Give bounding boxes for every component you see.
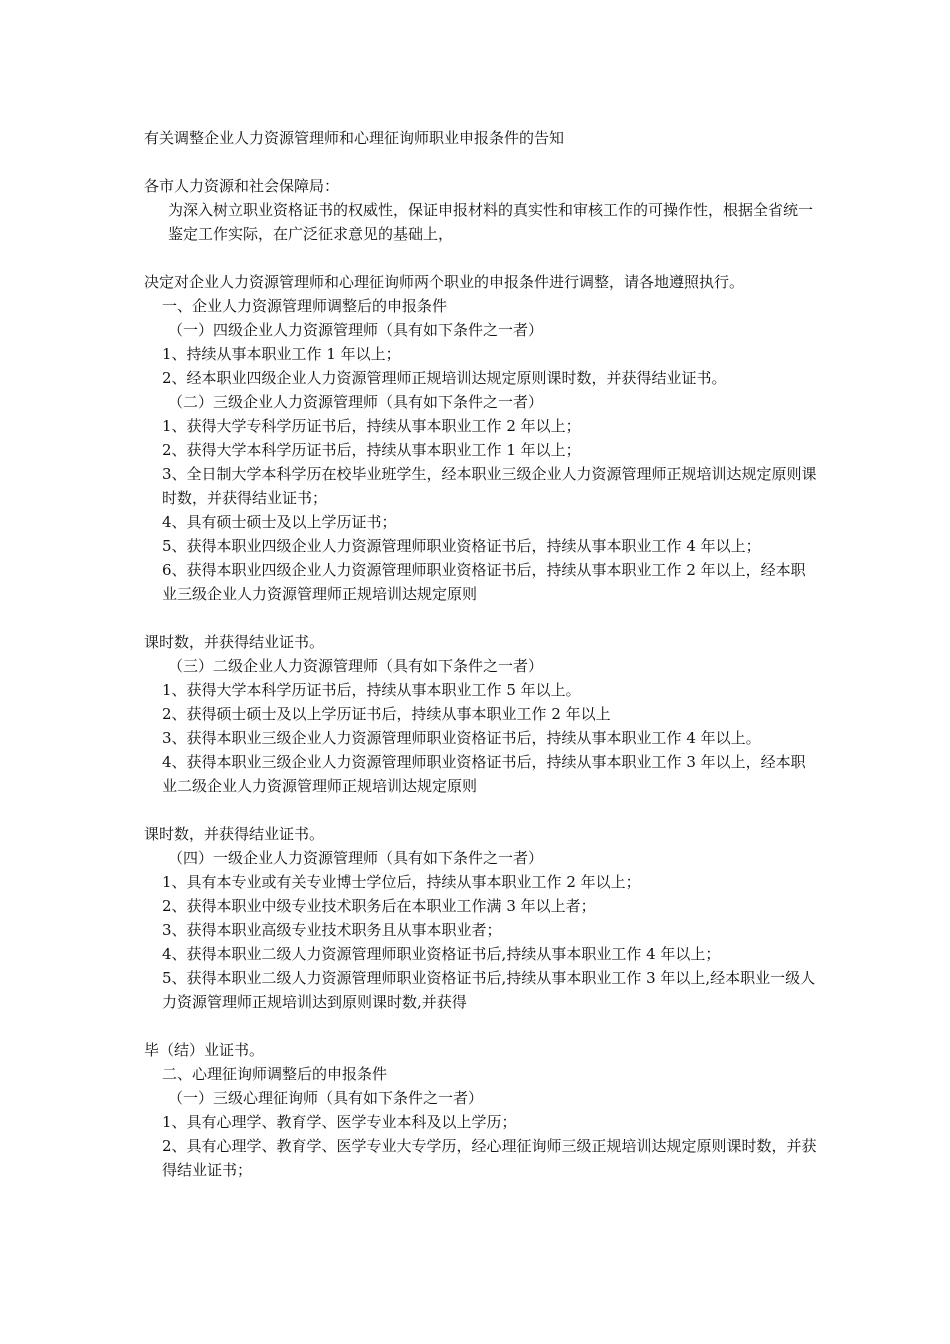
level-3-item-6: 6、获得本职业四级企业人力资源管理师职业资格证书后，持续从事本职业工作 2 年以上，经本职业三级企业人力资源管理师正规培训达规定原则 xyxy=(162,561,806,603)
level-2-heading: （三）二级企业人力资源管理师（具有如下条件之一者） xyxy=(168,657,544,675)
level-4-item-1: 1、持续从事本职业工作 1 年以上； xyxy=(162,345,401,363)
document-body xyxy=(144,126,819,1182)
level-2-continuation: 课时数，并获得结业证书。 xyxy=(144,825,325,843)
level-2-item-4: 4、获得本职业三级企业人力资源管理师职业资格证书后，持续从事本职业工作 3 年以上，经本职业二级企业人力资源管理师正规培训达规定原则 xyxy=(162,753,806,795)
level-3-item-2: 2、获得大学本科学历证书后，持续从事本职业工作 1 年以上； xyxy=(162,441,581,459)
level-3-item-3: 3、全日制大学本科学历在校毕业班学生，经本职业三级企业人力资源管理师正规培训达规定原则课时数，并获得结业证书； xyxy=(162,465,817,507)
paragraph-gap xyxy=(144,1014,819,1038)
level-3-item-4: 4、具有硕士硕士及以上学历证书； xyxy=(162,513,397,531)
level-1-item-5: 5、获得本职业二级人力资源管理师职业资格证书后,持续从事本职业工作 3 年以上,经本职业一级人力资源管理师正规培训达到原则课时数,并获得 xyxy=(162,969,816,1011)
level-2-item-3: 3、获得本职业三级企业人力资源管理师职业资格证书后，持续从事本职业工作 4 年以上。 xyxy=(162,729,761,747)
intro-decision: 决定对企业人力资源管理师和心理征询师两个职业的申报条件进行调整，请各地遵照执行。 xyxy=(144,273,745,291)
level-1-item-1: 1、具有本专业或有关专业博士学位后，持续从事本职业工作 2 年以上； xyxy=(162,873,641,891)
section-2-heading: 二、心理征询师调整后的申报条件 xyxy=(162,1065,388,1083)
level-2-item-1: 1、获得大学本科学历证书后，持续从事本职业工作 5 年以上。 xyxy=(162,681,581,699)
intro-paragraph: 为深入树立职业资格证书的权威性，保证申报材料的真实性和审核工作的可操作性，根据全省统一鉴定工作实际，在广泛征求意见的基础上， xyxy=(168,201,814,243)
section-1-heading: 一、企业人力资源管理师调整后的申报条件 xyxy=(162,297,448,315)
level-1-heading: （四）一级企业人力资源管理师（具有如下条件之一者） xyxy=(168,849,544,867)
level-3-item-5: 5、获得本职业四级企业人力资源管理师职业资格证书后，持续从事本职业工作 4 年以上； xyxy=(162,537,761,555)
level-1-item-3: 3、获得本职业高级专业技术职务且从事本职业者； xyxy=(162,921,502,939)
paragraph-gap xyxy=(144,606,819,630)
level-1-item-2: 2、获得本职业中级专业技术职务后在本职业工作满 3 年以上者； xyxy=(162,897,596,915)
level-1-continuation: 毕（结）业证书。 xyxy=(144,1041,265,1059)
level-4-heading: （一）四级企业人力资源管理师（具有如下条件之一者） xyxy=(168,321,544,339)
document-title: 有关调整企业人力资源管理师和心理征询师职业申报条件的告知 xyxy=(144,129,565,147)
paragraph-gap xyxy=(144,798,819,822)
level-3-heading: （二）三级企业人力资源管理师（具有如下条件之一者） xyxy=(168,393,544,411)
level-3-item-1: 1、获得大学专科学历证书后，持续从事本职业工作 2 年以上； xyxy=(162,417,581,435)
salutation: 各市人力资源和社会保障局： xyxy=(144,177,340,195)
level-4-item-2: 2、经本职业四级企业人力资源管理师正规培训达规定原则课时数，并获得结业证书。 xyxy=(162,369,727,387)
counselor-level-3-heading: （一）三级心理征询师（具有如下条件之一者） xyxy=(168,1089,484,1107)
paragraph-gap xyxy=(144,246,819,270)
level-2-item-2: 2、获得硕士硕士及以上学历证书后，持续从事本职业工作 2 年以上 xyxy=(162,705,611,723)
level-3-continuation: 课时数，并获得结业证书。 xyxy=(144,633,325,651)
level-1-item-4: 4、获得本职业二级人力资源管理师职业资格证书后,持续从事本职业工作 4 年以上； xyxy=(162,945,721,963)
counselor-level-3-item-2: 2、具有心理学、教育学、医学专业大专学历，经心理征询师三级正规培训达规定原则课时数，并获得结业证书； xyxy=(162,1137,817,1179)
counselor-level-3-item-1: 1、具有心理学、教育学、医学专业本科及以上学历； xyxy=(162,1113,517,1131)
